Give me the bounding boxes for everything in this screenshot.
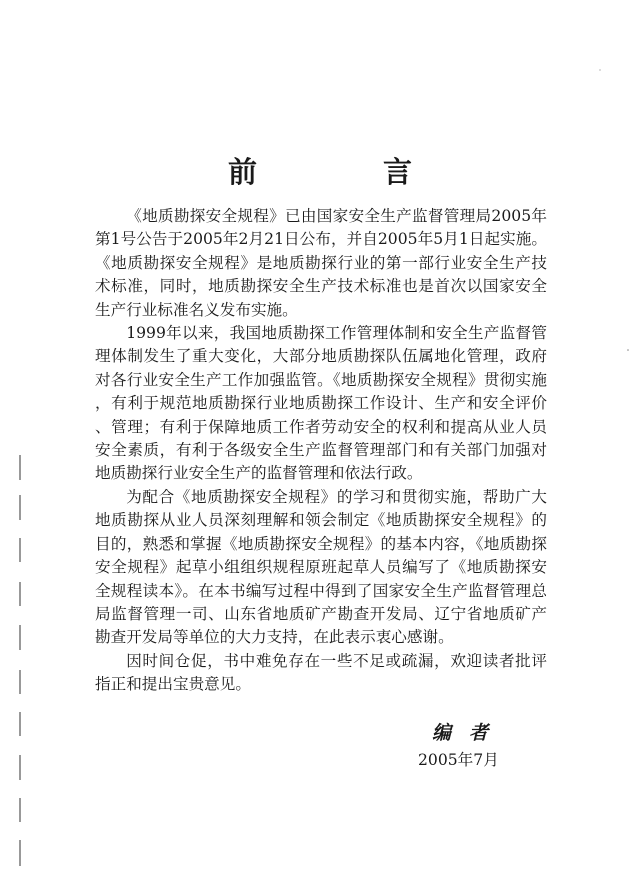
author-signature: 编者 (432, 722, 507, 744)
preface-paragraph-4: 因时间仓促，书中难免存在一些不足或疏漏，欢迎读者批评指正和提出宝贵意见。 (95, 651, 547, 694)
preface-paragraph-1: 《地质勘探安全规程》已由国家安全生产监督管理局2005年第1号公告于2005年2月21日公布，并自2005年5月1日起实施。《地质勘探安全规程》是地质勘探行业的第一部行业安全生产技术标准，同时，地质勘探安全生产技术标准也是首次以国家安全生产行业标准名义发布实施。 (95, 207, 547, 319)
scan-dust-specks (599, 69, 628, 350)
preface-body (95, 205, 547, 697)
preface-paragraph-3: 为配合《地质勘探安全规程》的学习和贯彻实施，帮助广大地质勘探从业人员深刻理解和领会制定《地质勘探安全规程》的目的，熟悉和掌握《地质勘探安全规程》的基本内容，《地质勘探安全规程》起草小组组织规程原班起草人员编写了《地质勘探安全规程读本》。在本书编写过程中得到了国家安全生产监督管理总局监督管理一司、山东省地质矿产勘查开发局、辽宁省地质矿产勘查开发局等单位的大力支持，在此表示衷心感谢。 (95, 487, 547, 647)
preface-paragraph-2: 1999年以来，我国地质勘探工作管理体制和安全生产监督管理体制发生了重大变化，大部分地质勘探队伍属地化管理，政府对各行业安全生产工作加强监管。《地质勘探安全规程》贯彻实施，有利于规范地质勘探行业地质勘探工作设计、生产和安全评价、管理；有利于保障地质工作者劳动安全的权利和提高从业人员安全素质，有利于各级安全生产监督管理部门和有关部门加强对地质勘探行业安全生产的监督管理和依法行政。 (95, 324, 547, 483)
preface-date: 2005年7月 (418, 751, 499, 769)
page-title: 前 言 (227, 155, 471, 189)
